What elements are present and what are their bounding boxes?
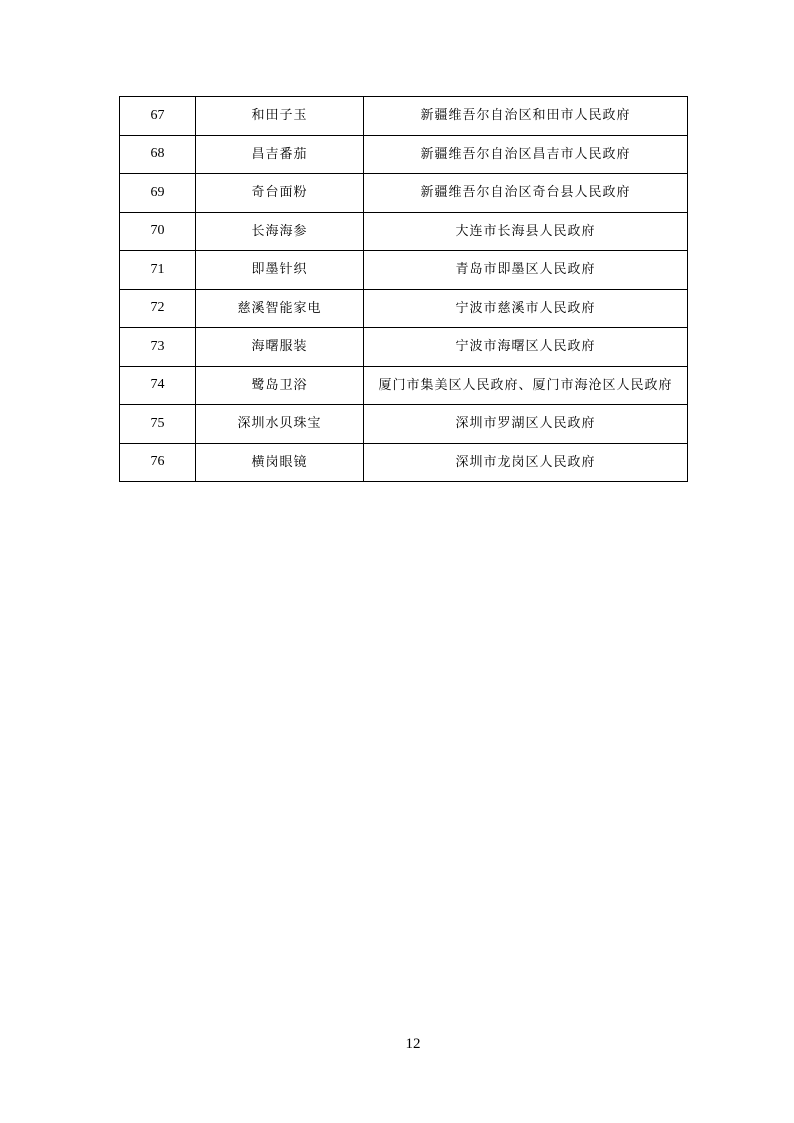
government-cell: 新疆维吾尔自治区昌吉市人民政府 — [364, 135, 688, 174]
table-row — [120, 212, 688, 251]
row-number-cell: 74 — [120, 366, 196, 405]
table-row — [120, 97, 688, 136]
cluster-name-cell: 和田子玉 — [196, 97, 364, 136]
table-row — [120, 366, 688, 405]
row-number-cell: 70 — [120, 212, 196, 251]
government-cell: 宁波市慈溪市人民政府 — [364, 289, 688, 328]
government-cell: 深圳市龙岗区人民政府 — [364, 443, 688, 482]
cluster-name-cell: 慈溪智能家电 — [196, 289, 364, 328]
government-cell: 青岛市即墨区人民政府 — [364, 251, 688, 290]
cluster-table — [119, 96, 688, 482]
cluster-name-cell: 海曙服装 — [196, 328, 364, 367]
table-row — [120, 135, 688, 174]
row-number-cell: 75 — [120, 405, 196, 444]
government-cell: 宁波市海曙区人民政府 — [364, 328, 688, 367]
row-number-cell: 69 — [120, 174, 196, 213]
row-number-cell: 76 — [120, 443, 196, 482]
cluster-name-cell: 昌吉番茄 — [196, 135, 364, 174]
table-row — [120, 289, 688, 328]
government-cell: 深圳市罗湖区人民政府 — [364, 405, 688, 444]
government-cell: 厦门市集美区人民政府、厦门市海沧区人民政府 — [364, 366, 688, 405]
table-body — [120, 97, 688, 482]
cluster-name-cell: 长海海参 — [196, 212, 364, 251]
row-number-cell: 71 — [120, 251, 196, 290]
cluster-name-cell: 即墨针织 — [196, 251, 364, 290]
table-row — [120, 405, 688, 444]
row-number-cell: 73 — [120, 328, 196, 367]
table-row — [120, 328, 688, 367]
row-number-cell: 68 — [120, 135, 196, 174]
cluster-name-cell: 鹭岛卫浴 — [196, 366, 364, 405]
table-row — [120, 443, 688, 482]
table-row — [120, 174, 688, 213]
page-number: 12 — [405, 1036, 421, 1052]
table-row — [120, 251, 688, 290]
government-cell: 新疆维吾尔自治区和田市人民政府 — [364, 97, 688, 136]
row-number-cell: 67 — [120, 97, 196, 136]
cluster-name-cell: 横岗眼镜 — [196, 443, 364, 482]
government-cell: 新疆维吾尔自治区奇台县人民政府 — [364, 174, 688, 213]
row-number-cell: 72 — [120, 289, 196, 328]
cluster-name-cell: 深圳水贝珠宝 — [196, 405, 364, 444]
government-cell: 大连市长海县人民政府 — [364, 212, 688, 251]
cluster-name-cell: 奇台面粉 — [196, 174, 364, 213]
